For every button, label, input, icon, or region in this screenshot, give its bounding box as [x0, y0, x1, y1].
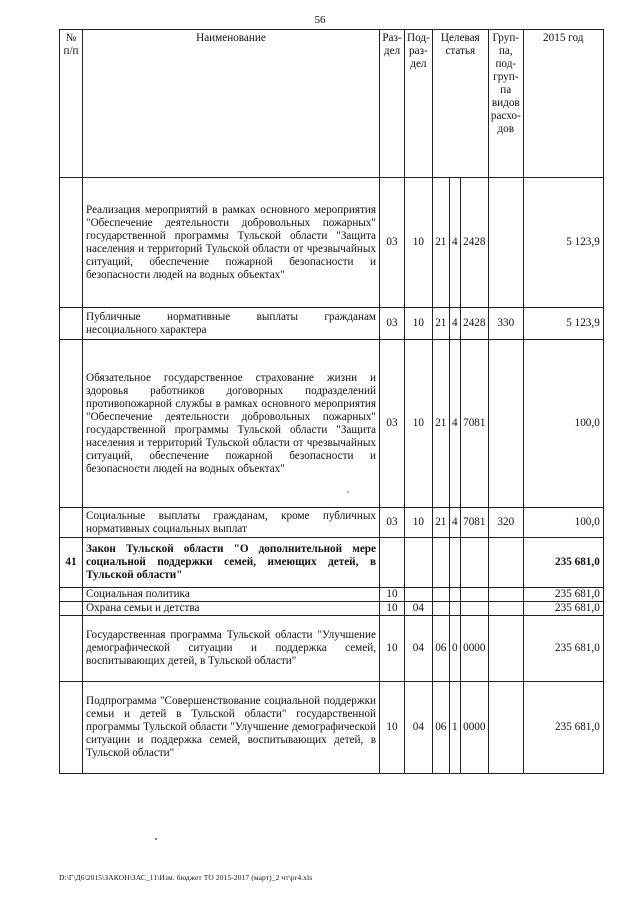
row-target-program: 21	[432, 308, 449, 340]
row-target-program: 21	[432, 508, 449, 538]
row-number	[60, 340, 83, 508]
footer-file-path: D:\Г\Д6\2015\ЗАКОН\ЗАС_11\Изм. бюджет ТО 2015-2017 (март)_2 чт\pr4.xls	[59, 873, 313, 882]
row-amount-2015: 100,0	[523, 340, 603, 508]
header-row	[60, 30, 604, 178]
row-expense-group	[488, 588, 523, 602]
row-target-subprogram	[449, 588, 460, 602]
row-name: Публичные нормативные выплаты гражданам несоциального характера	[83, 308, 380, 340]
table-row	[60, 682, 604, 774]
row-expense-group: 320	[488, 508, 523, 538]
row-number	[60, 602, 83, 616]
row-amount-2015: 5 123,9	[523, 178, 603, 308]
header-num: № п/п	[60, 30, 83, 178]
row-target-subprogram: 4	[449, 340, 460, 508]
row-amount-2015: 100,0	[523, 508, 603, 538]
row-target-direction: 2428	[460, 308, 488, 340]
row-razdel: 10	[380, 602, 405, 616]
row-amount-2015: 235 681,0	[523, 602, 603, 616]
table-row	[60, 308, 604, 340]
row-target-direction	[460, 538, 488, 588]
table-row	[60, 178, 604, 308]
row-expense-group	[488, 616, 523, 682]
row-target-program	[432, 588, 449, 602]
row-razdel: 10	[380, 588, 405, 602]
row-number	[60, 588, 83, 602]
header-target: Целевая статья	[432, 30, 488, 178]
row-name: Социальные выплаты гражданам, кроме публичных нормативных социальных выплат	[83, 508, 380, 538]
row-razdel: 03	[380, 340, 405, 508]
row-razdel: 03	[380, 178, 405, 308]
row-expense-group	[488, 178, 523, 308]
row-razdel: 10	[380, 682, 405, 774]
row-expense-group: 330	[488, 308, 523, 340]
row-razdel: 03	[380, 508, 405, 538]
row-amount-2015: 235 681,0	[523, 588, 603, 602]
row-target-subprogram: 0	[449, 616, 460, 682]
row-number	[60, 178, 83, 308]
row-expense-group	[488, 538, 523, 588]
row-name: Охрана семьи и детства	[83, 602, 380, 616]
row-target-direction: 0000	[460, 682, 488, 774]
row-target-direction: 7081	[460, 508, 488, 538]
row-podrazdel	[405, 538, 433, 588]
row-target-program: 21	[432, 340, 449, 508]
table-row	[60, 508, 604, 538]
row-expense-group	[488, 602, 523, 616]
row-amount-2015: 235 681,0	[523, 538, 603, 588]
header-group: Груп-па, под-груп-па видов расхо-дов	[488, 30, 523, 178]
row-razdel: 03	[380, 308, 405, 340]
row-expense-group	[488, 340, 523, 508]
row-target-program	[432, 538, 449, 588]
row-number	[60, 616, 83, 682]
scan-speck	[155, 838, 157, 840]
table-row	[60, 616, 604, 682]
row-amount-2015: 235 681,0	[523, 616, 603, 682]
row-name: Подпрограмма "Совершенствование социальной поддержки семьи и детей в Тульской области" государственной программы Тульской области "Улучшение демографической ситуации и поддержка семей, воспитывающих детей, в Тульской области"	[83, 682, 380, 774]
row-target-program: 21	[432, 178, 449, 308]
header-name: Наименование	[83, 30, 380, 178]
row-number	[60, 508, 83, 538]
row-number: 41	[60, 538, 83, 588]
row-razdel	[380, 538, 405, 588]
row-amount-2015: 5 123,9	[523, 308, 603, 340]
budget-table	[59, 29, 604, 774]
row-target-subprogram: 4	[449, 508, 460, 538]
row-target-direction	[460, 588, 488, 602]
row-name: Социальная политика	[83, 588, 380, 602]
row-target-program: 06	[432, 616, 449, 682]
row-target-subprogram	[449, 538, 460, 588]
scan-speck	[347, 491, 349, 493]
header-razdel: Раз-дел	[380, 30, 405, 178]
row-amount-2015: 235 681,0	[523, 682, 603, 774]
row-target-direction: 0000	[460, 616, 488, 682]
row-target-subprogram	[449, 602, 460, 616]
row-name: Обязательное государственное страхование жизни и здоровья работников договорных подразделений противопожарной службы в рамках основного мероприятия "Обеспечение деятельности добровольных пожарных" государственной программы Тульской области "Защита населения и территорий Тульской области от чрезвычайных ситуаций, обеспечение пожарной безопасности и безопасности людей на водных объектах"	[83, 340, 380, 508]
row-target-program: 06	[432, 682, 449, 774]
row-podrazdel: 10	[405, 508, 433, 538]
table-row	[60, 602, 604, 616]
row-podrazdel: 04	[405, 602, 433, 616]
row-target-subprogram: 1	[449, 682, 460, 774]
row-podrazdel: 04	[405, 616, 433, 682]
row-number	[60, 682, 83, 774]
row-name: Закон Тульской области "О дополнительной мере социальной поддержки семей, имеющих детей, в Тульской области"	[83, 538, 380, 588]
row-target-direction: 7081	[460, 340, 488, 508]
row-podrazdel: 10	[405, 178, 433, 308]
row-podrazdel: 04	[405, 682, 433, 774]
page-number: 56	[314, 14, 326, 26]
row-podrazdel: 10	[405, 308, 433, 340]
table-row	[60, 588, 604, 602]
row-razdel: 10	[380, 616, 405, 682]
row-target-direction: 2428	[460, 178, 488, 308]
row-number	[60, 308, 83, 340]
row-name: Реализация мероприятий в рамках основного мероприятия "Обеспечение деятельности добровольных пожарных" государственной программы Тульской области "Защита населения и территорий Тульской области от чрезвычайных ситуаций, обеспечение пожарной безопасности и безопасности людей на водных объектах"	[83, 178, 380, 308]
row-expense-group	[488, 682, 523, 774]
table-row	[60, 340, 604, 508]
header-podrazdel: Под-раз-дел	[405, 30, 433, 178]
header-year: 2015 год	[523, 30, 603, 178]
row-target-subprogram: 4	[449, 308, 460, 340]
table-row	[60, 538, 604, 588]
row-name: Государственная программа Тульской области "Улучшение демографической ситуации и поддержка семей, воспитывающих детей, в Тульской области"	[83, 616, 380, 682]
row-target-direction	[460, 602, 488, 616]
row-target-subprogram: 4	[449, 178, 460, 308]
row-podrazdel: 10	[405, 340, 433, 508]
row-target-program	[432, 602, 449, 616]
row-podrazdel	[405, 588, 433, 602]
